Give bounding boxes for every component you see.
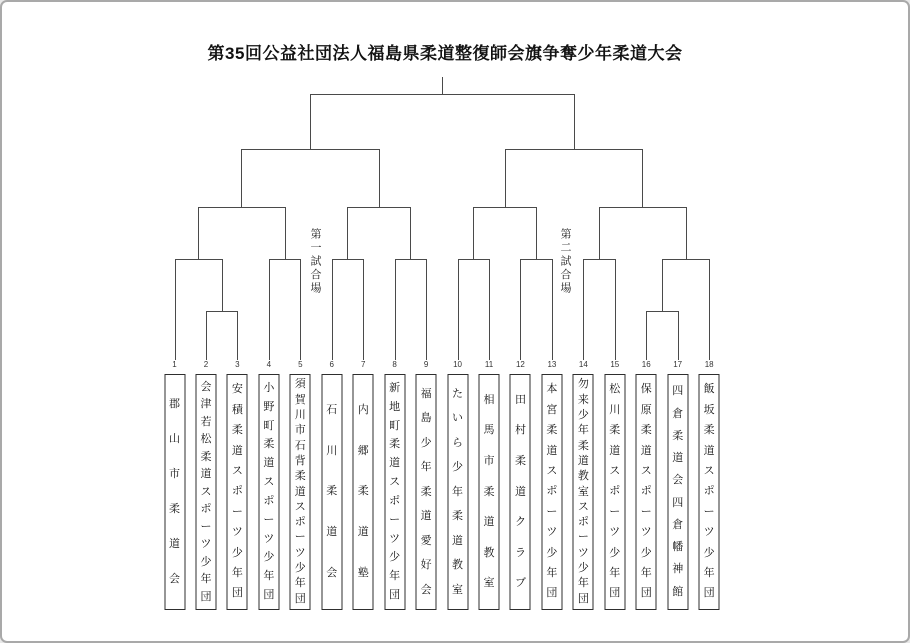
bracket-line-vertical [426,259,427,360]
bracket-line-vertical [222,259,223,312]
team-box [447,374,468,610]
team-name-char: 年 [200,573,212,585]
team-name-char: 団 [231,587,243,600]
team-name-char: 道 [452,534,464,547]
team-name-char: 川 [609,403,621,416]
team-name-char: 道 [703,444,715,457]
team-name-char: 積 [231,403,243,416]
team-name-char: 柔 [546,424,558,437]
team-name-char: 年 [389,570,401,583]
team-name-char: ツ [389,532,401,545]
bracket-line-vertical [241,149,242,208]
team-name-char: 柔 [326,485,338,498]
team-seed: 4 [266,360,272,369]
team-name-char: 道 [169,538,180,550]
team-name-char: ス [200,485,212,498]
team-name-char: 愛 [420,534,432,547]
team-name-char: 安 [231,383,243,396]
team-name-char: 少 [389,551,401,564]
team-name-char: 松 [609,383,621,396]
team-name-char: 道 [546,444,558,457]
team-name-char: 教 [577,470,589,483]
team-name-char: 馬 [483,424,495,437]
team-name-char: 年 [640,567,652,580]
team-name-char: 原 [640,403,652,416]
bracket-line-vertical [709,259,710,360]
team-name-char: 年 [546,567,558,580]
team-name-char: 保 [640,383,652,396]
team-name-char: ク [514,516,526,529]
team-name-char: ツ [703,526,715,539]
team-name-char: 好 [420,559,432,571]
team-name-char: 神 [672,563,684,576]
bracket-line-vertical [489,259,490,360]
team-name-char: 田 [514,393,526,406]
bracket-line-vertical [642,149,643,208]
team-box [164,374,185,610]
team-name-char: ー [231,505,243,518]
team-name-char: 道 [263,457,275,470]
team-name-char: 団 [200,590,212,603]
team-name-char: ス [546,465,558,478]
team-name-char: 宮 [546,403,558,416]
bracket-line-vertical [686,207,687,260]
bracket-line-vertical [615,259,616,360]
bracket-line-vertical [536,207,537,260]
team-name-char: ー [640,505,652,518]
bracket-line-vertical [198,207,199,260]
team-seed: 5 [298,360,303,369]
team-name-char: ら [452,436,464,449]
team-name-char: ツ [231,526,243,539]
team-name-char: ス [263,476,275,489]
team-name-char: 道 [294,485,306,498]
team-name-char: 勿 [577,378,589,391]
team-seed: 2 [203,360,209,369]
team-name-char: 倉 [672,407,684,420]
team-name-char: 柔 [483,485,495,498]
team-name-char: 塾 [357,567,369,580]
bracket-line-vertical [347,207,348,260]
team-box [321,374,342,610]
team-name-char: 石 [294,439,306,452]
team-box [541,374,562,610]
team-name-char: 町 [389,419,401,432]
team-name-char: 柔 [640,424,652,437]
team-name-char: 室 [452,583,464,596]
team-name-char: 団 [640,587,652,600]
team-box [290,374,311,610]
team-name-char: ツ [609,526,621,539]
team-name-char: 団 [546,587,558,600]
team-seed: 6 [329,360,334,369]
team-name-char: 新 [389,381,401,394]
team-name-char: 会 [326,567,338,580]
team-name-char: 年 [420,461,432,473]
team-name-char: 柔 [452,510,464,522]
team-name-char: ー [609,505,621,518]
team-seed: 8 [392,360,397,369]
team-name-char: 道 [483,516,495,529]
team-name-char: ス [294,500,306,513]
team-name-char: 道 [326,526,338,539]
team-name-char: ポ [389,494,401,507]
team-name-char: 少 [200,555,212,568]
team-name-char: 団 [577,592,589,605]
team-name-char: ツ [577,546,589,559]
team-name-char: 年 [609,567,621,580]
team-name-char: 団 [294,592,306,605]
team-name-char: ブ [514,577,526,590]
team-name-char: 村 [514,424,526,437]
team-name-char: ス [389,476,401,489]
bracket-line-vertical [473,207,474,260]
team-name-char: 道 [389,457,401,470]
team-name-char: ー [200,520,212,533]
team-name-char: 柔 [169,503,180,515]
team-name-char: ー [389,513,401,526]
team-name-char: 市 [169,468,180,480]
team-name-char: ポ [609,485,621,498]
bracket-line-vertical [442,77,443,95]
team-name-char: ツ [640,526,652,539]
team-name-char: 郷 [357,444,369,457]
bracket-line-vertical [269,259,270,360]
team-name-char: ポ [263,494,275,507]
team-name-char: 道 [577,454,589,467]
page-title: 第35回公益社団法人福島県柔道整復師会旗争奪少年柔道大会 [207,44,683,63]
team-name-char: 少 [231,546,243,559]
team-seed: 12 [515,360,525,369]
team-name-char: 若 [200,415,212,428]
team-name-char: 少 [703,546,715,559]
team-name-char: 年 [294,577,306,590]
team-box [573,374,594,610]
team-name-char: 室 [577,485,589,498]
team-name-char: 本 [546,383,558,396]
court2-label: 第二試合場 [559,228,571,296]
team-name-char: ポ [231,485,243,498]
team-name-char: 年 [703,567,715,580]
team-name-char: 少 [294,562,306,575]
team-box [258,374,279,610]
team-name-char: 年 [577,577,589,590]
team-name-char: 野 [263,400,275,413]
team-name-char: 柔 [357,485,369,498]
bracket-line-vertical [505,149,506,208]
team-name-char: 室 [483,577,495,590]
team-name-char: ツ [263,532,275,545]
team-name-char: 市 [483,454,495,467]
team-name-char: 川 [294,408,306,421]
team-seed: 11 [484,360,494,369]
team-box [195,374,216,610]
team-seed: 7 [360,360,366,369]
bracket-line-vertical [678,311,679,360]
team-name-char: ー [263,513,275,526]
team-seed: 9 [423,360,429,369]
bracket-line-vertical [646,311,647,360]
team-name-char: 会 [169,573,180,585]
team-name-char: 道 [609,444,621,457]
team-name-char: 市 [294,424,306,437]
team-box [604,374,625,610]
team-name-char: 倉 [672,518,684,531]
team-name-char: ツ [546,526,558,539]
team-name-char: 山 [169,433,180,445]
team-name-char: 柔 [703,424,715,437]
team-name-char: ポ [200,503,212,515]
team-name-char: い [452,412,464,424]
team-name-char: 少 [420,436,432,449]
team-name-char: 津 [200,398,212,410]
team-name-char: 島 [420,412,432,424]
team-name-char: 年 [577,424,589,437]
bracket-line-vertical [379,149,380,208]
team-name-char: 会 [420,583,432,596]
team-name-char: 少 [577,408,589,421]
team-seed: 10 [453,360,462,369]
team-seed: 14 [578,360,588,369]
team-name-char: 会 [200,380,212,393]
team-name-char: 幡 [672,541,684,554]
team-name-char: 柔 [609,424,621,437]
team-name-char: 年 [231,567,243,580]
team-name-char: 柔 [514,454,526,467]
team-box [636,374,657,610]
bracket-line-vertical [300,259,301,360]
team-box [384,374,405,610]
team-name-char: 団 [609,587,621,600]
team-name-char: 柔 [420,485,432,498]
team-name-char: 地 [389,400,401,413]
team-seed: 18 [704,360,714,369]
team-name-char: 来 [577,393,589,406]
team-name-char: ポ [546,485,558,498]
team-name-char: 町 [263,419,275,432]
team-seed: 1 [172,360,177,369]
court1-label: 第一試合場 [309,228,321,296]
bracket-line-vertical [395,259,396,360]
team-name-char: 内 [357,403,369,416]
team-name-char: 道 [672,452,684,465]
bracket-line-vertical [552,259,553,360]
team-name-char: ー [294,531,306,544]
team-name-char: ポ [703,485,715,498]
team-name-char: ス [577,500,589,513]
team-name-char: 柔 [231,424,243,437]
bracket-line-vertical [458,259,459,360]
team-name-char: 柔 [389,438,401,451]
team-name-char: 柔 [672,429,684,442]
team-name-char: 館 [672,585,684,598]
team-name-char: 柔 [263,438,275,451]
bracket-line-vertical [574,94,575,150]
team-name-char: 背 [294,454,306,467]
team-name-char: ー [703,505,715,518]
team-seed: 13 [547,360,557,369]
team-box [699,374,720,610]
team-box [227,374,248,610]
bracket-line-vertical [332,259,333,360]
team-seed: 3 [235,360,240,369]
team-name-char: 年 [452,485,464,498]
team-seed: 17 [673,360,683,369]
team-name-char: 柔 [200,450,212,463]
team-name-char: 教 [452,559,464,571]
team-name-char: 松 [200,433,212,445]
team-box [353,374,374,610]
team-name-char: 団 [389,589,401,602]
team-box [510,374,531,610]
team-name-char: 川 [326,444,338,457]
team-name-char: 団 [703,587,715,600]
bracket-line-vertical [583,259,584,360]
team-seed: 15 [610,360,620,369]
team-name-char: ツ [200,538,212,550]
team-name-char: 少 [263,551,275,564]
bracket-line-vertical [410,207,411,260]
team-name-char: 石 [326,403,338,416]
team-name-char: ス [703,465,715,478]
team-name-char: 賀 [294,393,306,406]
team-name-char: 年 [263,570,275,583]
team-name-char: 柔 [294,470,306,483]
team-name-char: ス [609,465,621,478]
team-name-char: 少 [577,562,589,575]
bracket-line-vertical [237,311,238,360]
team-name-char: 道 [200,468,212,480]
team-box [479,374,500,610]
team-name-char: 須 [294,378,306,391]
team-name-char: た [452,387,464,400]
team-name-char: 会 [672,474,684,487]
team-name-char: 団 [263,589,275,602]
team-name-char: 教 [483,546,495,559]
team-name-char: 道 [357,526,369,539]
team-name-char: 道 [514,485,526,498]
team-name-char: ー [546,505,558,518]
team-name-char: ー [577,531,589,544]
team-box [667,374,688,610]
team-name-char: ポ [294,516,306,529]
bracket-line-vertical [206,311,207,360]
team-name-char: ポ [577,516,589,529]
team-name-char: ポ [640,485,652,498]
team-name-char: 少 [452,461,464,473]
team-name-char: 少 [546,546,558,559]
bracket-line-vertical [175,259,176,360]
bracket-line-vertical [599,207,600,260]
team-name-char: 相 [483,393,495,406]
team-name-char: ス [231,465,243,478]
team-name-char: 道 [231,444,243,457]
team-name-char: 福 [420,387,432,400]
bracket-line-vertical [363,259,364,360]
team-name-char: ス [640,465,652,478]
team-seed: 16 [641,360,651,369]
team-name-char: 道 [640,444,652,457]
bracket-line-vertical [662,259,663,312]
bracket-line-vertical [310,94,311,150]
team-name-char: 坂 [703,403,715,416]
bracket-line-vertical [520,259,521,360]
team-name-char: 四 [672,496,684,509]
team-name-char: ツ [294,546,306,559]
team-name-char: 飯 [703,383,715,396]
bracket-line-vertical [285,207,286,260]
team-name-char: 四 [672,385,684,398]
team-box [416,374,437,610]
team-name-char: 道 [420,510,432,522]
team-name-char: 小 [263,381,275,394]
team-name-char: 柔 [577,439,589,452]
team-name-char: 郡 [169,398,180,410]
team-name-char: 少 [609,546,621,559]
team-name-char: 少 [640,546,652,559]
team-name-char: ラ [514,546,526,559]
